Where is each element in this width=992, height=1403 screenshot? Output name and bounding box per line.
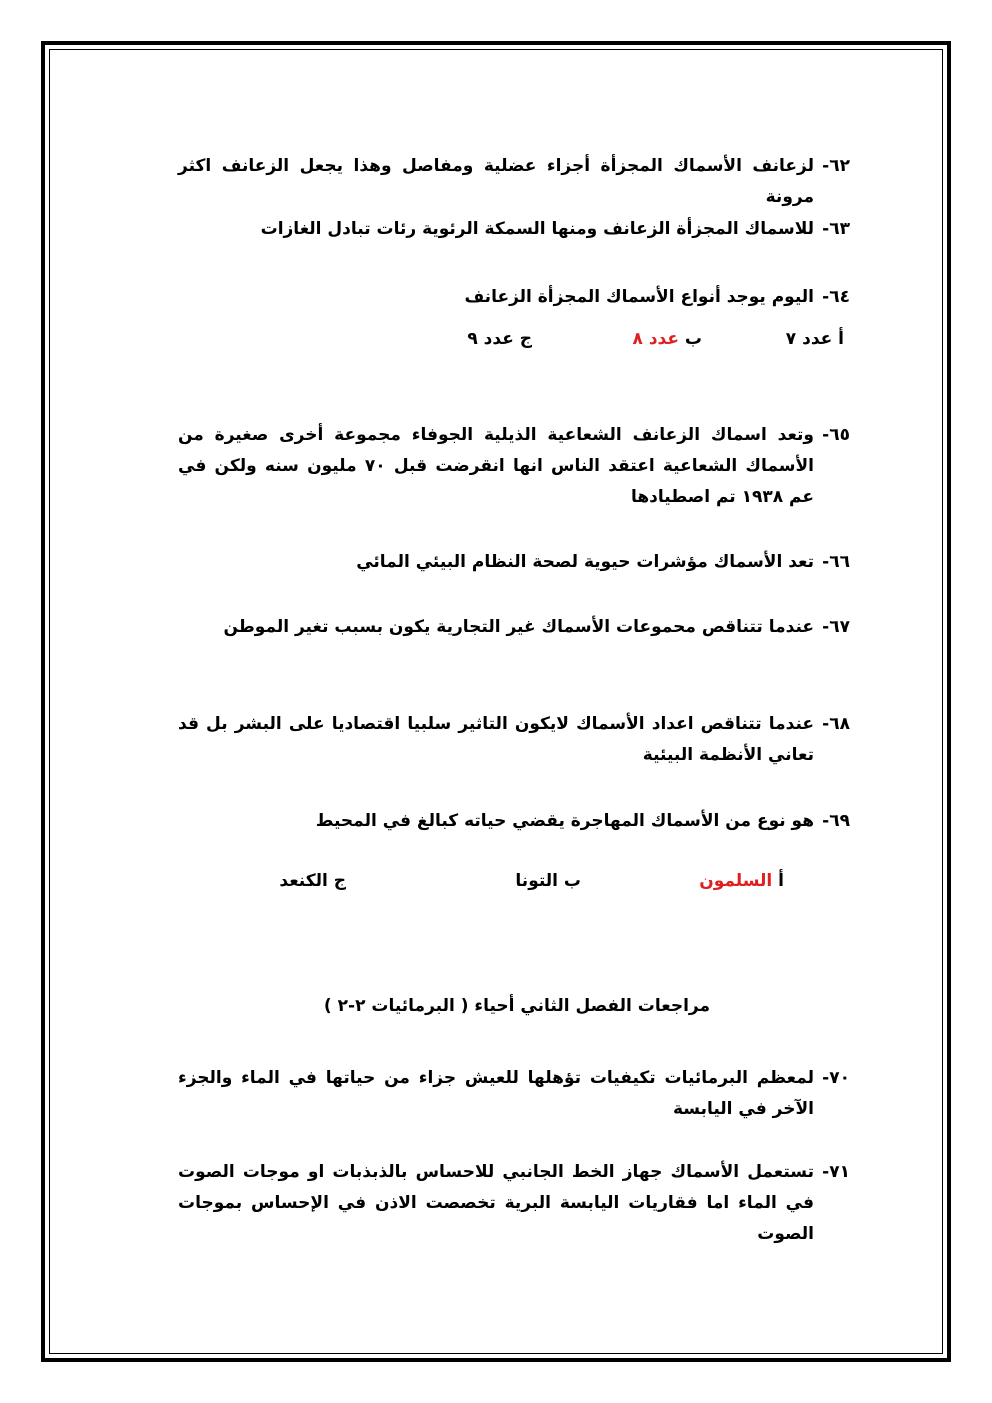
question-number: ٧١- xyxy=(822,1162,850,1182)
question-text: تستعمل الأسماك جهاز الخط الجانبي للاحساس بالذبذبات او موجات الصوت في الماء اما فقاريات اليابسة البرية تخصصت الاذن في الإحساس بموجات الصوت xyxy=(178,1162,814,1244)
question-text: هو نوع من الأسماك المهاجرة يقضي حياته كبالغ في المحيط xyxy=(315,811,814,831)
question-text: عندما تتناقص اعداد الأسماك لايكون التاثير سلبيا اقتصاديا على البشر بل قد تعاني الأنظمة البيئية xyxy=(178,714,814,765)
question-67 xyxy=(178,612,850,643)
option-label: أ xyxy=(772,871,784,891)
question-69 xyxy=(178,806,850,837)
question-text: تعد الأسماك مؤشرات حيوية لصحة النظام البيئي المائي xyxy=(356,552,814,572)
question-number: ٦٦- xyxy=(822,552,850,572)
question-70 xyxy=(178,1063,850,1125)
question-text: للاسماك المجزأة الزعانف ومنها السمكة الرئوية رئات تبادل الغازات xyxy=(260,219,814,239)
option-64-a: أ عدد ٧ xyxy=(785,329,844,349)
question-63 xyxy=(178,214,850,245)
section-heading: مراجعات الفصل الثاني أحياء ( البرمائيات ٢-٢ ) xyxy=(323,996,710,1016)
option-64-b xyxy=(633,329,702,349)
option-label: ب xyxy=(678,329,702,349)
question-65 xyxy=(178,420,850,513)
question-64 xyxy=(178,282,850,313)
question-text: لزعانف الأسماك المجزأة أجزاء عضلية ومفاصل وهذا يجعل الزعانف اكثر مرونة xyxy=(178,156,814,207)
question-number: ٦٢- xyxy=(822,156,850,176)
question-62 xyxy=(178,151,850,213)
question-66 xyxy=(178,547,850,578)
correct-answer: السلمون xyxy=(699,871,773,891)
question-number: ٦٤- xyxy=(822,287,850,307)
question-text: عندما تتناقص محموعات الأسماك غير التجارية يكون بسبب تغير الموطن xyxy=(223,617,814,637)
correct-answer: عدد ٨ xyxy=(632,329,679,349)
question-number: ٦٧- xyxy=(822,617,850,637)
question-number: ٧٠- xyxy=(822,1068,850,1088)
option-64-c: ج عدد ٩ xyxy=(467,329,532,349)
question-text: لمعظم البرمائيات تكيفيات تؤهلها للعيش جزاء من حياتها في الماء والجزء الآخر في اليابسة xyxy=(178,1068,814,1119)
question-text: اليوم يوجد أنواع الأسماك المجزأة الزعانف xyxy=(464,287,814,307)
question-number: ٦٩- xyxy=(822,811,850,831)
question-71 xyxy=(178,1157,850,1250)
option-69-b: ب التونا xyxy=(515,871,581,891)
question-number: ٦٣- xyxy=(822,219,850,239)
question-text: وتعد اسماك الزعانف الشعاعية الذيلية الجوفاء مجموعة أخرى صغيرة من الأسماك الشعاعية اعتقد الناس انها انقرضت قبل ٧٠ مليون سنه ولكن في عم ١٩٣٨ تم اصطيادها xyxy=(178,425,814,507)
question-68 xyxy=(178,709,850,771)
question-number: ٦٨- xyxy=(822,714,850,734)
option-69-c: ج الكنعد xyxy=(279,871,346,891)
option-69-a xyxy=(699,871,784,891)
question-number: ٦٥- xyxy=(822,425,850,445)
